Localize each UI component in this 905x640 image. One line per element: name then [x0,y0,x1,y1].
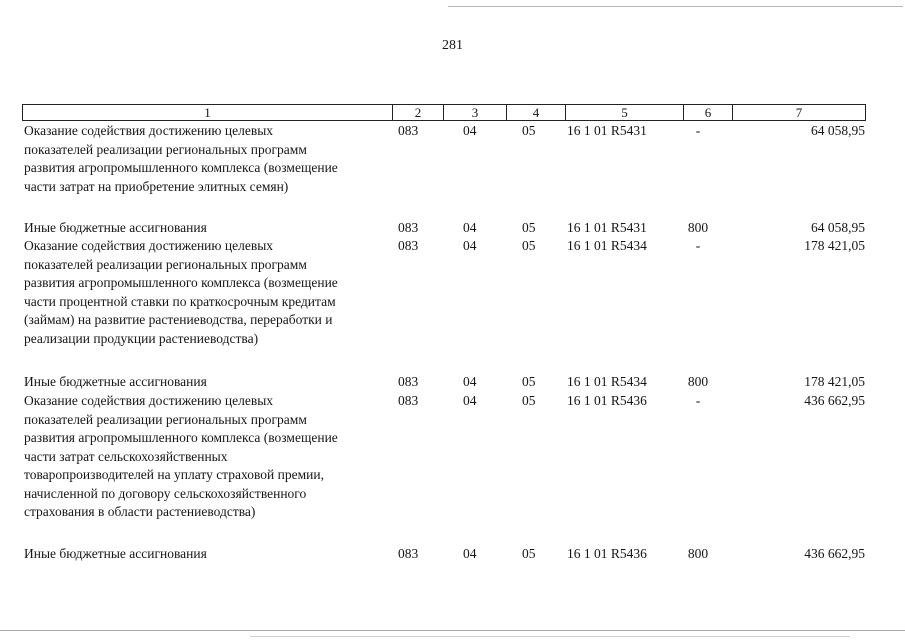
header-col-2: 2 [392,105,443,120]
scan-artifact-bottom-2 [250,636,850,637]
cell-amount: 64 058,95 [811,220,865,235]
description-line: товаропроизводителей на уплату страховой премии, [24,467,324,482]
description-line: Иные бюджетные ассигнования [24,374,207,389]
cell-amount: 436 662,95 [804,393,865,408]
header-col-6: 6 [683,105,732,120]
cell-ministry-code: 083 [398,374,419,389]
cell-subsection: 05 [522,374,536,389]
cell-ministry-code: 083 [398,393,419,408]
header-col-3: 3 [443,105,506,120]
cell-subsection: 05 [522,220,536,235]
cell-subsection: 05 [522,546,536,561]
description-line: (займам) на развитие растениеводства, переработки и [24,312,333,327]
cell-subsection: 05 [522,123,536,138]
table-header [22,104,866,121]
scan-artifact-top [448,6,903,7]
cell-target-article: 16 1 01 R5436 [567,393,647,408]
cell-subsection: 05 [522,238,536,253]
description-line: показателей реализации региональных программ [24,411,307,427]
header-col-4: 4 [506,105,565,120]
header-col-7: 7 [732,105,865,120]
cell-target-article: 16 1 01 R5434 [567,374,647,389]
description-line: части затрат сельскохозяйственных [24,448,228,464]
description-line: Оказание содействия достижению целевых [24,393,274,408]
row-description [24,392,389,522]
cell-subsection: 05 [522,393,536,408]
description-line: Иные бюджетные ассигнования [24,220,207,235]
cell-section: 04 [463,374,477,389]
description-line: развития агропромышленного комплекса (возмещение [24,430,338,445]
cell-amount: 436 662,95 [804,546,865,561]
cell-expense-type: 800 [687,546,709,561]
row-description [24,219,389,238]
description-line: Оказание содействия достижению целевых [24,238,274,253]
cell-target-article: 16 1 01 R5431 [567,220,647,235]
description-line: части затрат на приобретение элитных семян) [24,178,289,194]
row-description [24,122,389,196]
cell-expense-type: - [695,123,701,138]
description-line: Оказание содействия достижению целевых [24,123,274,138]
cell-ministry-code: 083 [398,220,419,235]
description-line: показателей реализации региональных программ [24,256,307,272]
cell-section: 04 [463,546,477,561]
description-line: страхования в области растениеводства) [24,504,256,519]
scan-artifact-bottom [0,630,905,631]
cell-section: 04 [463,220,477,235]
cell-expense-type: 800 [687,374,709,389]
cell-section: 04 [463,238,477,253]
description-line: реализации продукции растениеводства) [24,330,259,346]
description-line: развития агропромышленного комплекса (возмещение [24,160,338,175]
cell-section: 04 [463,123,477,138]
row-description [24,545,389,564]
cell-ministry-code: 083 [398,238,419,253]
description-line: части процентной ставки по краткосрочным кредитам [24,293,336,309]
cell-section: 04 [463,393,477,408]
cell-expense-type: 800 [687,220,709,235]
cell-ministry-code: 083 [398,546,419,561]
header-col-1: 1 [204,105,211,120]
row-description [24,237,389,348]
cell-amount: 178 421,05 [804,238,865,253]
cell-target-article: 16 1 01 R5436 [567,546,647,561]
page-number: 281 [442,38,463,53]
row-description [24,373,389,392]
cell-target-article: 16 1 01 R5434 [567,238,647,253]
header-col-5: 5 [565,105,683,120]
cell-amount: 64 058,95 [811,123,865,138]
description-line: Иные бюджетные ассигнования [24,546,207,561]
cell-expense-type: - [695,238,701,253]
cell-expense-type: - [695,393,701,408]
description-line: показателей реализации региональных программ [24,141,307,157]
cell-ministry-code: 083 [398,123,419,138]
cell-target-article: 16 1 01 R5431 [567,123,647,138]
description-line: развития агропромышленного комплекса (возмещение [24,275,338,290]
cell-amount: 178 421,05 [804,374,865,389]
description-line: начисленной по договору сельскохозяйственного [24,485,307,501]
